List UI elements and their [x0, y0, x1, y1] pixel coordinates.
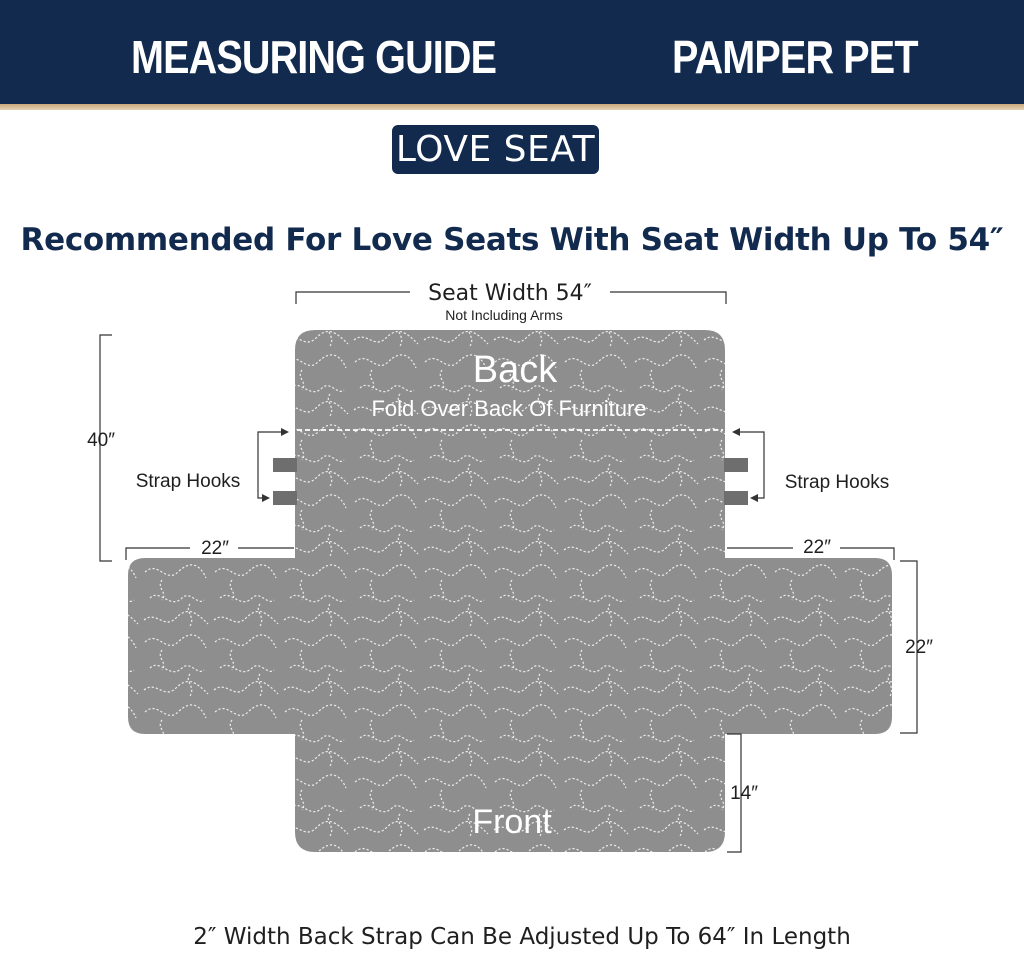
strap-hooks-right-label: Strap Hooks — [784, 472, 890, 493]
seat-width-note: Not Including Arms — [445, 307, 563, 323]
right-arm-width-label: 22″ — [803, 537, 831, 558]
strap-hook-right-top — [724, 458, 748, 472]
front-drop-label: 14″ — [730, 783, 758, 804]
header-title-measuring-guide: MEASURING GUIDE — [131, 31, 497, 83]
strap-hook-left-bottom — [273, 491, 297, 505]
seat-width-label: Seat Width 54″ — [428, 281, 592, 306]
back-label: Back — [472, 349, 558, 391]
left-arm-width-label: 22″ — [201, 538, 229, 559]
product-type-badge: LOVE SEAT — [392, 125, 599, 174]
recommendation-heading: Recommended For Love Seats With Seat Width Up To 54″ — [20, 222, 1004, 258]
strap-hook-left-top — [273, 458, 297, 472]
strap-hooks-left-label: Strap Hooks — [135, 471, 241, 492]
arm-depth-label: 22″ — [905, 637, 933, 658]
height-label: 40″ — [87, 430, 115, 451]
header-brand-name: PAMPER PET — [672, 31, 918, 83]
fold-label: Fold Over Back Of Furniture — [371, 396, 647, 421]
strap-note: 2″ Width Back Strap Can Be Adjusted Up To 64″ In Length — [193, 924, 851, 950]
front-label: Front — [472, 803, 552, 841]
strap-hook-right-bottom — [724, 491, 748, 505]
